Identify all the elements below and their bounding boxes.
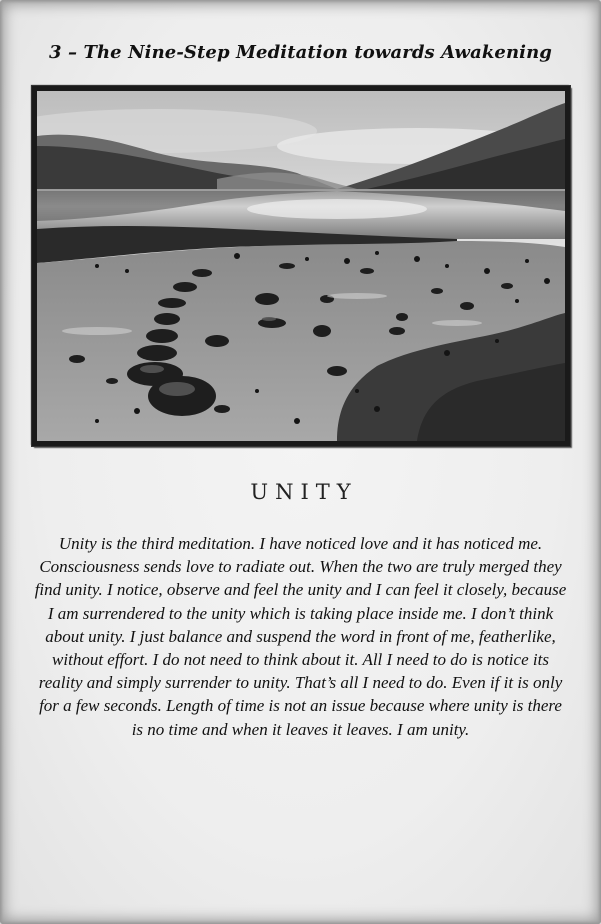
card-title: 3 – The Nine-Step Meditation towards Awakening — [49, 42, 552, 63]
landscape-photo — [32, 86, 570, 446]
lake-landscape-photo — [37, 91, 565, 441]
meditation-paragraph: Unity is the third meditation. I have noticed love and it has noticed me. Consciousness sends love to radiate out. When the two are truly merged they find unity. I notice, observe and feel the unity and I can feel it closely, because I am surrendered to the unity which is taking place inside me. I don’t think about unity. I just balance and suspend the word in front of me, featherlike, without effort. I do not need to think about it. All I need to do is notice its reality and simply surrender to unity. That’s all I need to do. Even if it is only for a few seconds. Length of time is not an issue because where unity is there is no time and when it leaves it leaves. I am unity. — [34, 534, 567, 739]
section-heading: UNITY — [250, 480, 358, 504]
